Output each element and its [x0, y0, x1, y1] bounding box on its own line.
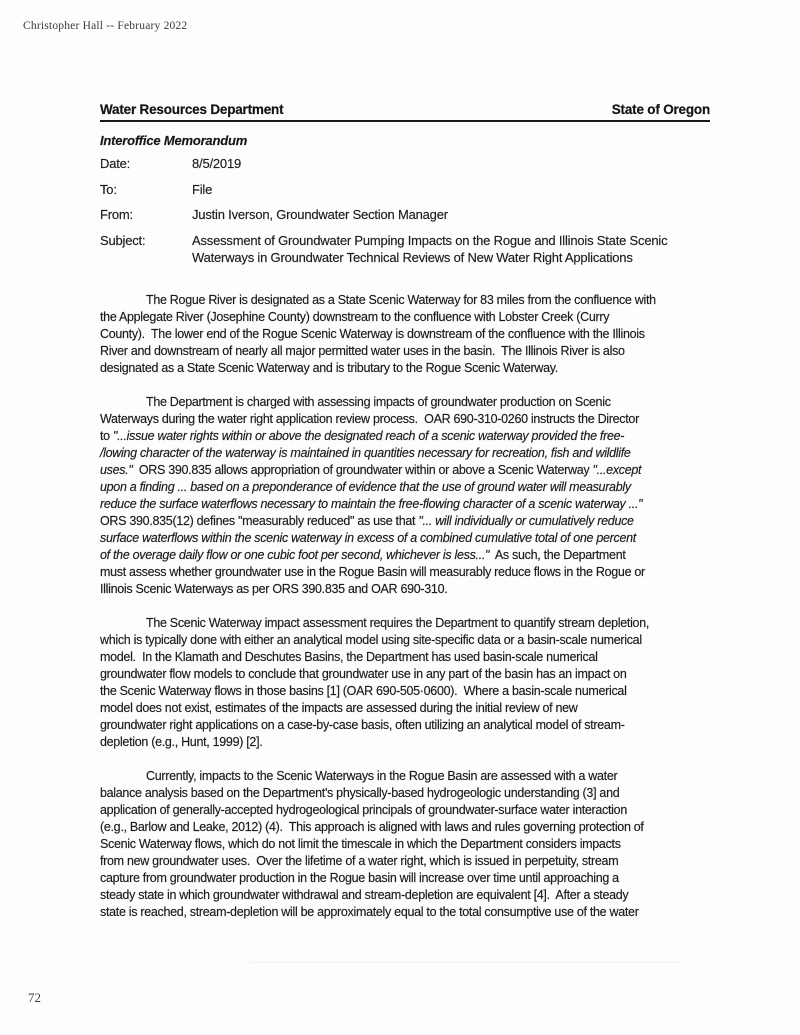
field-label: From:	[100, 207, 133, 222]
memo-text: model does not exist, estimates of the impacts are assessed during the initial review of new	[100, 700, 578, 715]
memo-line	[100, 632, 710, 649]
memo-line	[100, 887, 710, 904]
memo-text: steady state in which groundwater withdrawal and stream-depletion are equivalent [4]. After a steady	[100, 887, 629, 902]
memo-line	[100, 785, 710, 802]
memo-text: balance analysis based on the Department's physically-based hydrogeologic understanding (3] and	[100, 785, 620, 800]
memo-text: ORS 390.835 allows appropriation of groundwater within or above a Scenic Waterway	[132, 462, 593, 477]
memo-text: the Applegate River (Josephine County) downstream to the confluence with Lobster Creek (Curry	[100, 309, 610, 324]
memo-line	[100, 836, 710, 853]
memo-line	[100, 768, 710, 785]
memo-text: application of generally-accepted hydrogeological principals of groundwater-surface water interaction	[100, 802, 627, 817]
memo-line	[100, 581, 710, 598]
memo-text: ORS 390.835(12) defines "measurably reduced" as use that	[100, 513, 419, 528]
field-row	[100, 206, 710, 223]
memo-title-row	[100, 103, 710, 122]
memo-body	[100, 292, 710, 921]
field-row	[100, 232, 710, 266]
memo-paragraph	[100, 615, 710, 751]
field-value	[192, 155, 241, 172]
quoted-statute-text: surface waterflows within the scenic waterway in excess of a combined cumulative total of one percent	[100, 530, 636, 545]
field-value	[192, 206, 448, 223]
memo-text: designated as a State Scenic Waterway and is tributary to the Rogue Scenic Waterway.	[100, 360, 558, 375]
memo-line	[100, 360, 710, 377]
memo-line	[100, 700, 710, 717]
memo-text: state is reached, stream-depletion will be approximately equal to the total consumptive use of the water	[100, 904, 639, 919]
memo-line	[100, 734, 710, 751]
doc-type-heading: Interoffice Memorandum	[100, 133, 248, 148]
memo-line	[100, 649, 710, 666]
memo-text: The Rogue River is designated as a State Scenic Waterway for 83 miles from the confluence with	[146, 292, 656, 307]
state-title: State of Oregon	[611, 102, 710, 117]
memo-text: capture from groundwater production in the Rogue basin will increase over time until approaching a	[100, 870, 619, 885]
quoted-statute-text: uses."	[100, 462, 133, 477]
page-header-note: Christopher Hall -- February 2022	[23, 20, 188, 32]
field-label: Subject:	[100, 232, 146, 248]
memo-text: the Scenic Waterway flows in those basins [1] (OAR 690-505·0600). Where a basin-scale numerical	[100, 683, 627, 698]
quoted-statute-text: "... will individually or cumulatively reduce	[418, 513, 634, 528]
memo-line	[100, 683, 710, 700]
memo-text: The Department is charged with assessing impacts of groundwater production on Scenic	[146, 394, 611, 409]
field-label: To:	[100, 181, 117, 197]
quoted-statute-text: "...except	[592, 462, 642, 477]
memo-line	[100, 666, 710, 683]
field-row	[100, 155, 710, 172]
quoted-statute-text: upon a finding ... based on a preponderance of evidence that the use of ground water will measurably	[100, 479, 631, 494]
memo-line	[100, 802, 710, 819]
field-value-line: Assessment of Groundwater Pumping Impacts on the Rogue and Illinois State Scenic	[192, 232, 668, 248]
memo-line	[100, 819, 710, 836]
quoted-statute-text: of the overage daily flow or one cubic foot per second, whichever is less..."	[100, 547, 490, 562]
department-title: Water Resources Department	[100, 102, 284, 117]
memo-line	[100, 870, 710, 887]
field-row	[100, 181, 710, 198]
field-value-line: File	[192, 181, 213, 197]
memo-line	[100, 717, 710, 734]
memo-paragraph	[100, 768, 710, 921]
memo-text: which is typically done with either an analytical model using site-specific data or a basin-scale numerical	[100, 632, 642, 647]
field-value-line: Justin Iverson, Groundwater Section Manager	[192, 207, 448, 222]
memo-text: from new groundwater uses. Over the lifetime of a water right, which is issued in perpetuity, stream	[100, 853, 619, 868]
memo-paragraph	[100, 292, 710, 377]
memo-text: model. In the Klamath and Deschutes Basins, the Department has used basin-scale numerical	[100, 649, 598, 664]
memo-text: River and downstream of nearly all major permitted water uses in the basin. The Illinois River is also	[100, 343, 625, 358]
memo-text: Waterways during the water right application review process. OAR 690-310-0260 instructs the Director	[100, 411, 639, 426]
quoted-statute-text: reduce the surface waterflows necessary to maintain the free-flowing character of a scenic waterway ..."	[100, 496, 643, 511]
memo-text: Illinois Scenic Waterways as per ORS 390.835 and OAR 690-310.	[100, 581, 448, 596]
memo-line	[100, 496, 710, 513]
memo-line	[100, 615, 710, 632]
field-value	[192, 181, 212, 198]
memo-line	[100, 853, 710, 870]
page-number: 72	[28, 990, 41, 1005]
memo-paragraph	[100, 394, 710, 598]
memo-line	[100, 394, 710, 411]
quoted-statute-text: "...issue water rights within or above the designated reach of a scenic waterway provided the free-	[113, 428, 625, 443]
memo-line	[100, 309, 710, 326]
field-value-line: Waterways in Groundwater Technical Reviews of New Water Right Applications	[192, 249, 633, 265]
scan-artifact-line	[250, 962, 680, 963]
memo-text: (e.g., Barlow and Leake, 2012) (4). This approach is aligned with laws and rules governing protection of	[100, 819, 644, 834]
memo-text: As such, the Department	[489, 547, 626, 562]
memo-text: depletion (e.g., Hunt, 1999) [2].	[100, 734, 263, 749]
memo-text: Currently, impacts to the Scenic Waterways in the Rogue Basin are assessed with a water	[146, 768, 618, 783]
memo-line	[100, 904, 710, 921]
memo-text: groundwater right applications on a case-by-case basis, often utilizing an analytical model of stream-	[100, 717, 625, 732]
memo-line	[100, 513, 710, 530]
memo-line	[100, 411, 710, 428]
memo-line	[100, 530, 710, 547]
field-value	[192, 232, 667, 266]
memo-line	[100, 479, 710, 496]
memo-text: to	[100, 428, 113, 443]
memo-line	[100, 445, 710, 462]
memo-line	[100, 428, 710, 445]
memo-text: groundwater flow models to conclude that groundwater use in any part of the basin has an impact on	[100, 666, 627, 681]
memo-line	[100, 462, 710, 479]
memo-line	[100, 343, 710, 360]
field-value-line: 8/5/2019	[192, 156, 242, 171]
quoted-statute-text: /lowing character of the waterway is maintained in quantities necessary for recreation, fish and wildlife	[100, 445, 631, 460]
memo-line	[100, 326, 710, 343]
memo	[100, 103, 710, 921]
memo-line	[100, 292, 710, 309]
field-label: Date:	[100, 156, 131, 171]
memo-text: Scenic Waterway flows, which do not limit the timescale in which the Department considers impacts	[100, 836, 621, 851]
memo-line	[100, 547, 710, 564]
memo-line	[100, 564, 710, 581]
memo-text: County). The lower end of the Rogue Scenic Waterway is downstream of the confluence with the Illinois	[100, 326, 645, 341]
memo-fields	[100, 155, 710, 266]
memo-text: must assess whether groundwater use in the Rogue Basin will measurably reduce flows in the Rogue or	[100, 564, 645, 579]
memo-text: The Scenic Waterway impact assessment requires the Department to quantify stream depletion,	[146, 615, 650, 630]
